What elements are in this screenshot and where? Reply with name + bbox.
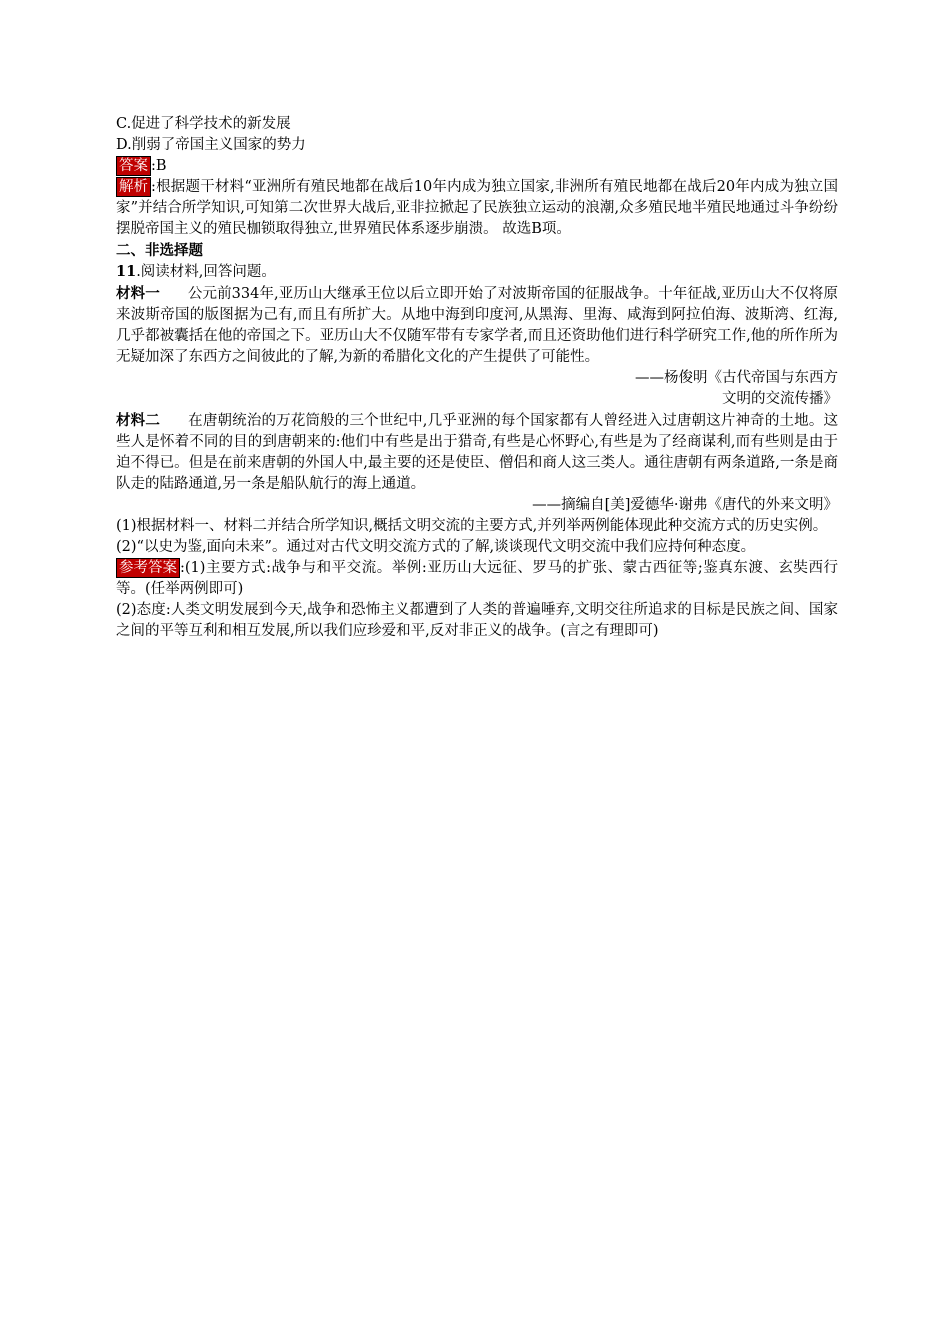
material-1 [116,283,838,368]
analysis-separator: : [151,179,156,195]
section-title: 二、非选择题 [116,242,203,259]
material-1-source-1: ——杨俊明《古代帝国与东西方 [635,370,838,386]
material-1-text: 公元前334年,亚历山大继承王位以后立即开始了对波斯帝国的征服战争。十年征战,亚历山大不仅将原来波斯帝国的版图据为己有,而且有所扩大。从地中海到印度河,从黑海、里海、咸海到阿拉伯海、波斯湾、红海,几乎都被囊括在他的帝国之下。亚历山大不仅随军带有专家学者,而且还资助他们进行科学研究工作,他的所作所为无疑加深了东西方之间彼此的了解,为新的希腊化文化的产生提供了可能性。 [116,286,839,365]
answer-line [116,156,838,177]
material-2-source: ——摘编自[美]爱德华·谢弗《唐代的外来文明》 [532,497,838,513]
analysis-badge: 解析 [116,177,151,197]
reference-separator: : [180,560,185,576]
option-c: C.促进了科学技术的新发展 [116,116,291,132]
reference-badge: 参考答案 [116,558,180,578]
sub-question-2: (2)“以史为鉴,面向未来”。通过对古代文明交流方式的了解,谈谈现代文明交流中我们应持何种态度。 [116,539,756,555]
material-1-source-2: 文明的交流传播》 [722,391,838,407]
question-number: 11 [116,263,137,280]
material-2-label: 材料二 [116,412,160,429]
reference-answer-2: (2)态度:人类文明发展到今天,战争和恐怖主义都遭到了人类的普遍唾弃,文明交往所追求的目标是民族之间、国家之间的平等互利和相互发展,所以我们应珍爱和平,反对非正义的战争。(言之有理即可) [116,602,838,639]
document-page [116,114,838,642]
question-11-stem [116,261,838,283]
material-1-label: 材料一 [116,285,160,302]
analysis-block [116,177,838,240]
question-stem-text: .阅读材料,回答问题。 [136,264,276,280]
answer-separator: : [151,158,156,174]
reference-answer-1 [116,558,838,600]
reference-answer-1-text: (1)主要方式:战争与和平交流。举例:亚历山大远征、罗马的扩张、蒙古西征等;鉴真东渡、玄奘西行等。(任举两例即可) [116,560,838,597]
analysis-text: 根据题干材料“亚洲所有殖民地都在战后10年内成为独立国家,非洲所有殖民地都在战后20年内成为独立国家”并结合所学知识,可知第二次世界大战后,亚非拉掀起了民族独立运动的浪潮,众多殖民地半殖民地通过斗争纷纷摆脱帝国主义的殖民枷锁取得独立,世界殖民体系逐步崩溃。 故选B项。 [116,179,838,237]
option-d: D.削弱了帝国主义国家的势力 [116,137,306,153]
answer-badge: 答案 [116,156,151,176]
material-2-text: 在唐朝统治的万花筒般的三个世纪中,几乎亚洲的每个国家都有人曾经进入过唐朝这片神奇的土地。这些人是怀着不同的目的到唐朝来的:他们中有些是出于猎奇,有些是心怀野心,有些是为了经商谋利,而有些则是由于迫不得已。但是在前来唐朝的外国人中,最主要的还是使臣、僧侣和商人这三类人。通往唐朝有两条道路,一条是商队走的陆路通道,另一条是船队航行的海上通道。 [116,413,839,492]
sub-question-1: (1)根据材料一、材料二并结合所学知识,概括文明交流的主要方式,并列举两例能体现此种交流方式的历史实例。 [116,518,828,534]
answer-value: B [155,158,167,174]
material-2 [116,410,838,495]
